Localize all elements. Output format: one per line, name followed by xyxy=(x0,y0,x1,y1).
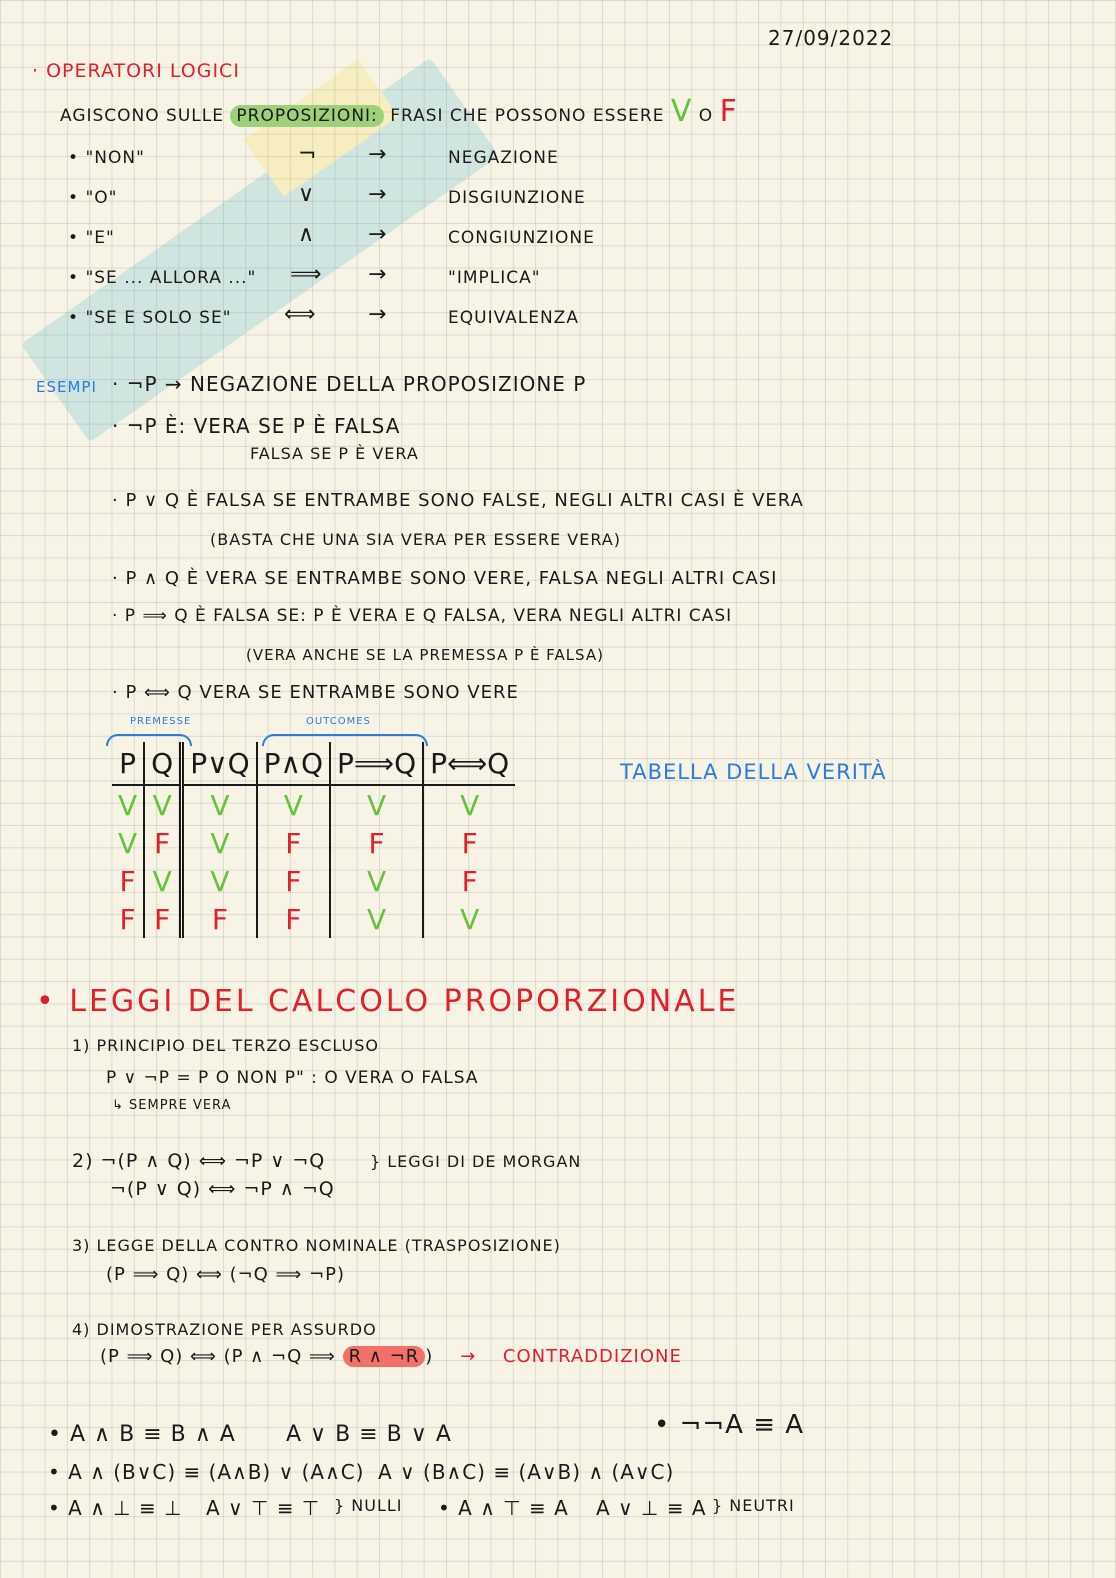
law-1-note: ↳ SEMPRE VERA xyxy=(112,1098,232,1113)
law-4-formula xyxy=(100,1346,682,1367)
header-cell: P∨Q xyxy=(182,742,257,785)
law-4-formula-post: ) xyxy=(425,1346,434,1367)
law-2-formula-a: 2) ¬(P ∧ Q) ⟺ ¬P ∨ ¬Q xyxy=(72,1150,326,1172)
arrow-icon: → xyxy=(368,142,388,167)
operator-row: • "SE ... ALLORA ..." xyxy=(68,268,257,288)
operator-symbol: ∧ xyxy=(298,222,316,247)
identity-commutative-and: • A ∧ B ≡ B ∧ A xyxy=(48,1422,236,1447)
table-cell: F xyxy=(144,900,182,938)
header-cell: P⟺Q xyxy=(423,742,515,785)
law-4-formula-highlight: R ∧ ¬R xyxy=(343,1346,426,1367)
operator-row: • "O" xyxy=(68,188,118,208)
operator-phrase: "O" xyxy=(85,188,118,208)
section-title-operatori: · OPERATORI LOGICI xyxy=(32,60,240,82)
law-4-result: CONTRADDIZIONE xyxy=(502,1346,682,1367)
table-cell: F xyxy=(119,864,136,898)
examples-label: ESEMPI xyxy=(36,378,97,396)
arrow-icon: → xyxy=(368,262,388,287)
table-cell: V xyxy=(330,785,423,824)
example-negation-false: FALSA SE P È VERA xyxy=(250,444,419,463)
operator-name: EQUIVALENZA xyxy=(448,308,579,328)
table-row xyxy=(112,900,515,938)
table-cell: V xyxy=(182,824,257,862)
table-cell: V xyxy=(144,862,182,900)
truth-table-caption: TABELLA DELLA VERITÀ xyxy=(620,760,887,784)
example-equivalence: · P ⟺ Q VERA SE ENTRAMBE SONO VERE xyxy=(112,682,519,703)
table-cell: F xyxy=(330,824,423,862)
intro-highlight: PROPOSIZIONI: xyxy=(230,105,383,127)
premise-label: PREMESSE xyxy=(130,716,192,727)
header-cell: P⟹Q xyxy=(330,742,423,785)
o-letter: O xyxy=(698,106,714,126)
law-3-title: 3) LEGGE DELLA CONTRO NOMINALE (TRASPOSIZIONE) xyxy=(72,1236,561,1255)
operator-row: • "NON" xyxy=(68,148,145,168)
operator-row: • "E" xyxy=(68,228,115,248)
law-1-title: 1) PRINCIPIO DEL TERZO ESCLUSO xyxy=(72,1036,379,1055)
table-cell: V xyxy=(118,826,138,860)
table-row xyxy=(112,785,515,824)
laws-title: • LEGGI DEL CALCOLO PROPORZIONALE xyxy=(36,984,740,1019)
example-and: · P ∧ Q È VERA SE ENTRAMBE SONO VERE, FALSA NEGLI ALTRI CASI xyxy=(112,568,778,589)
law-2-label: } LEGGI DI DE MORGAN xyxy=(370,1152,582,1171)
table-cell: F xyxy=(423,824,515,862)
arrow-icon: → xyxy=(460,1346,477,1367)
date: 27/09/2022 xyxy=(768,26,894,50)
table-cell: V xyxy=(144,785,182,824)
identity-neutral-and: • A ∧ ⊤ ≡ A xyxy=(438,1496,569,1520)
table-cell: F xyxy=(144,824,182,862)
outcome-label: OUTCOMES xyxy=(306,716,371,727)
example-negation-true: · ¬P È: VERA SE P È FALSA xyxy=(112,414,401,438)
operator-symbol: ⟺ xyxy=(284,302,317,327)
identity-distributive-and: • A ∧ (B∨C) ≡ (A∧B) ∨ (A∧C) xyxy=(48,1460,365,1484)
table-cell: F xyxy=(257,824,330,862)
operator-symbol: ¬ xyxy=(298,142,318,167)
example-or-note: (BASTA CHE UNA SIA VERA PER ESSERE VERA) xyxy=(210,530,621,549)
example-implication: · P ⟹ Q È FALSA SE: P È VERA E Q FALSA, VERA NEGLI ALTRI CASI xyxy=(112,606,733,626)
law-4-formula-pre: (P ⟹ Q) ⟺ (P ∧ ¬Q ⟹ xyxy=(100,1346,336,1367)
identity-neutral-or: A ∨ ⊥ ≡ A xyxy=(596,1496,707,1520)
table-cell: V xyxy=(330,900,423,938)
operator-phrase: "SE E SOLO SE" xyxy=(85,308,232,328)
example-implication-note: (VERA ANCHE SE LA PREMESSA P È FALSA) xyxy=(246,646,604,664)
operator-phrase: "SE ... ALLORA ..." xyxy=(85,268,257,288)
table-cell: V xyxy=(423,900,515,938)
table-row xyxy=(112,862,515,900)
operator-name: "IMPLICA" xyxy=(448,268,541,288)
identity-null-or: A ∨ ⊤ ≡ ⊤ xyxy=(206,1496,321,1520)
law-3-formula: (P ⟹ Q) ⟺ (¬Q ⟹ ¬P) xyxy=(106,1264,346,1285)
arrow-icon: → xyxy=(368,222,388,247)
table-cell: F xyxy=(257,862,330,900)
law-4-title: 4) DIMOSTRAZIONE PER ASSURDO xyxy=(72,1320,377,1339)
watermark-logo xyxy=(0,25,522,476)
table-cell: F xyxy=(182,900,257,938)
identity-double-negation: • ¬¬A ≡ A xyxy=(654,1410,805,1440)
law-2-formula-b: ¬(P ∨ Q) ⟺ ¬P ∧ ¬Q xyxy=(110,1178,335,1200)
operator-name: DISGIUNZIONE xyxy=(448,188,586,208)
intro-pre: AGISCONO SULLE xyxy=(60,106,224,126)
truth-table-header xyxy=(112,742,515,785)
table-cell: V xyxy=(118,788,138,822)
header-cell: Q xyxy=(144,742,182,785)
table-cell: F xyxy=(257,900,330,938)
operator-symbol: ⟹ xyxy=(290,262,323,287)
law-1-formula: P ∨ ¬P = P O NON P" : O VERA O FALSA xyxy=(106,1068,479,1088)
operator-phrase: "E" xyxy=(85,228,115,248)
label-nulli: } NULLI xyxy=(334,1496,403,1515)
table-cell: V xyxy=(182,785,257,824)
v-letter: V xyxy=(670,94,693,129)
operator-name: NEGAZIONE xyxy=(448,148,559,168)
operator-name: CONGIUNZIONE xyxy=(448,228,595,248)
identity-distributive-or: A ∨ (B∧C) ≡ (A∨B) ∧ (A∨C) xyxy=(378,1460,675,1484)
title-text: OPERATORI LOGICI xyxy=(46,60,240,82)
table-cell: F xyxy=(423,862,515,900)
identity-commutative-or: A ∨ B ≡ B ∨ A xyxy=(286,1422,452,1447)
header-cell: P xyxy=(112,742,144,785)
header-cell: P∧Q xyxy=(257,742,330,785)
operator-phrase: "NON" xyxy=(85,148,145,168)
f-letter: F xyxy=(719,94,738,129)
laws-title-text: LEGGI DEL CALCOLO PROPORZIONALE xyxy=(69,984,740,1019)
arrow-icon: → xyxy=(368,302,388,327)
table-cell: V xyxy=(182,862,257,900)
arrow-icon: → xyxy=(368,182,388,207)
identity-null-and: • A ∧ ⊥ ≡ ⊥ xyxy=(48,1496,183,1520)
label-neutri: } NEUTRI xyxy=(712,1496,795,1515)
table-cell: V xyxy=(257,785,330,824)
operator-symbol: ∨ xyxy=(298,182,316,207)
table-cell: V xyxy=(423,785,515,824)
table-cell: F xyxy=(119,902,136,936)
table-cell: V xyxy=(330,862,423,900)
example-or: · P ∨ Q È FALSA SE ENTRAMBE SONO FALSE, NEGLI ALTRI CASI È VERA xyxy=(112,490,804,511)
truth-table xyxy=(112,742,515,938)
example-negation: · ¬P → NEGAZIONE DELLA PROPOSIZIONE P xyxy=(112,372,587,396)
intro-post: FRASI CHE POSSONO ESSERE xyxy=(390,106,665,126)
table-row xyxy=(112,824,515,862)
intro-line xyxy=(60,94,738,129)
operator-row: • "SE E SOLO SE" xyxy=(68,308,232,328)
